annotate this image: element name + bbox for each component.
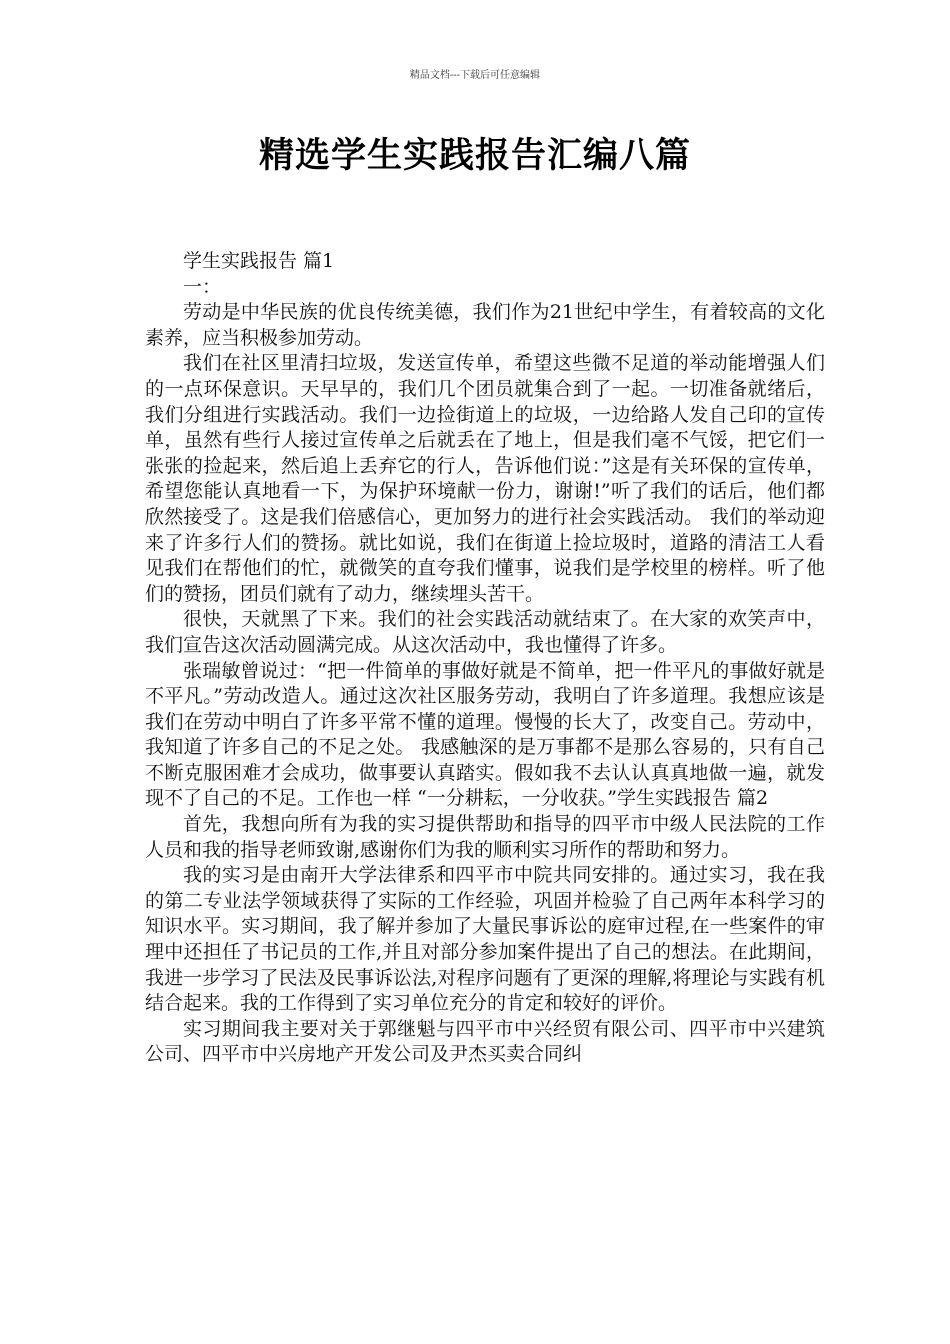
document-title: 精选学生实践报告汇编八篇 (258, 136, 691, 176)
body-paragraph: 很快，天就黑了下来。我们的社会实践活动就结束了。在大家的欢笑声中，我们宣告这次活动圆满完成。从这次活动中，我也懂得了许多。 (145, 608, 825, 656)
body-paragraph: 劳动是中华民族的优良传统美德，我们作为21世纪中学生，有着较高的文化素养，应当积极参加劳动。 (145, 301, 825, 349)
section-heading-1: 学生实践报告 篇1 (183, 250, 335, 272)
subsection-marker: 一： (183, 275, 222, 298)
document-body (145, 249, 825, 1068)
body-paragraph: 首先，我想向所有为我的实习提供帮助和指导的四平市中级人民法院的工作人员和我的指导老师致谢,感谢你们为我的顺利实习所作的帮助和努力。 (145, 813, 825, 861)
body-paragraph: 实习期间我主要对关于郭继魁与四平市中兴经贸有限公司、四平市中兴建筑公司、四平市中兴房地产开发公司及尹杰买卖合同纠 (145, 1017, 825, 1066)
body-paragraph: 我们在社区里清扫垃圾，发送宣传单，希望这些微不足道的举动能增强人们的一点环保意识。天早早的，我们几个团员就集合到了一起。一切准备就绪后，我们分组进行实践活动。我们一边捡街道上的垃圾，一边给路人发自己印的宣传单，虽然有些行人接过宣传单之后就丢在了地上，但是我们毫不气馁，把它们一张张的捡起来，然后追上丢弃它的行人，告诉他们说：”这是有关环保的宣传单，希望您能认真地看一下，为保护环境献一份力，谢谢!”听了我们的话后，他们都欣然接受了。这是我们倍感信心，更加努力的进行社会实践活动。 我们的举动迎来了许多行人们的赞扬。就比如说，我们在街道上捡垃圾时，道路的清洁工人看见我们在帮他们的忙，就微笑的直夸我们懂事，说我们是学校里的榜样。听了他们的赞扬，团员们就有了动力，继续埋头苦干。 (145, 352, 825, 605)
page-header-note: 精品文档---下载后可任意编辑 (409, 70, 541, 81)
body-paragraph: 张瑞敏曾说过：“把一件简单的事做好就是不简单，把一件平凡的事做好就是不平凡。”劳动改造人。通过这次社区服务劳动，我明白了许多道理。我想应该是我们在劳动中明白了许多平常不懂的道理。慢慢的长大了，改变自己。劳动中，我知道了许多自己的不足之处。 我感触深的是万事都不是那么容易的，只有自己不断克服困难才会成功，做事要认真踏实。假如我不去认认真真地做一遍，就发现不了自己的不足。工作也一样 “一分耕耘，一分收获。”学生实践报告 篇2 (145, 659, 825, 810)
body-paragraph: 我的实习是由南开大学法律系和四平市中院共同安排的。通过实习，我在我的第二专业法学领域获得了实际的工作经验，巩固并检验了自己两年本科学习的知识水平。实习期间，我了解并参加了大量民事诉讼的庭审过程,在一些案件的审理中还担任了书记员的工作,并且对部分参加案件提出了自己的想法。在此期间，我进一步学习了民法及民事诉讼法,对程序问题有了更深的理解,将理论与实践有机结合起来。我的工作得到了实习单位充分的肯定和较好的评价。 (145, 864, 825, 1015)
